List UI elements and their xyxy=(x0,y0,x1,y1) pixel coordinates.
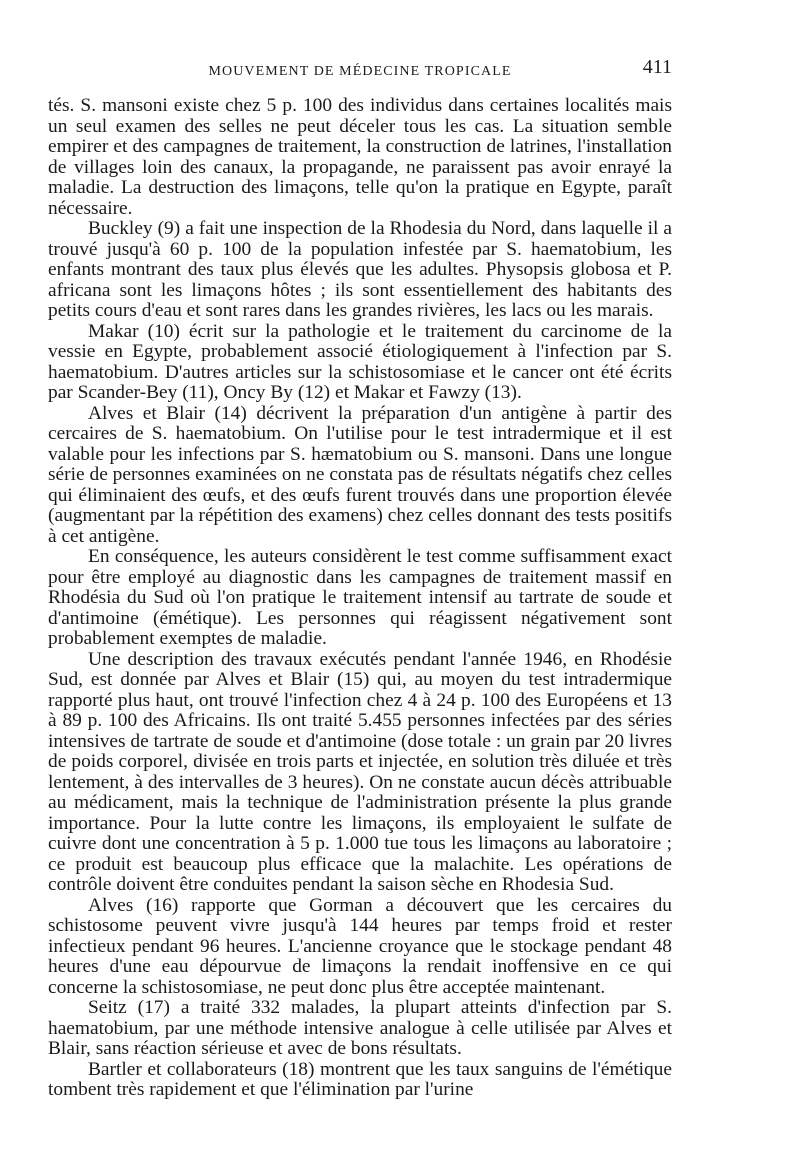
paragraph: En conséquence, les auteurs considèrent le test comme suffisamment exact pour être employé au diagnostic dans les campagnes de traitement massif en Rhodésia du Sud où l'on pratique le traitement intensif au tartrate de soude et d'antimoine (émétique). Les personnes qui réagissent négativement sont probablement exemptes de maladie. xyxy=(48,546,672,649)
paragraph: tés. S. mansoni existe chez 5 p. 100 des individus dans certaines localités mais un seul examen des selles ne peut déceler tous les cas. La situation semble empirer et des campagnes de traitement, la construction de latrines, l'installation de villages loin des canaux, la propagande, ne paraissent pas avoir enrayé la maladie. La destruction des limaçons, telle qu'on la pratique en Egypte, paraît nécessaire. xyxy=(48,95,672,219)
body-text xyxy=(48,96,672,1101)
paragraph: Bartler et collaborateurs (18) montrent que les taux sanguins de l'émétique tombent très rapidement et que l'élimination par l'urine xyxy=(48,1058,672,1100)
paragraph: Seitz (17) a traité 332 malades, la plupart atteints d'infection par S. haematobium, par une méthode intensive analogue à celle utilisée par Alves et Blair, sans réaction sérieuse et avec de bons résultats. xyxy=(48,997,672,1059)
paragraph: Buckley (9) a fait une inspection de la Rhodesia du Nord, dans laquelle il a trouvé jusqu'à 60 p. 100 de la population infestée par S. haematobium, les enfants montrant des taux plus élevés que les adultes. Physopsis globosa et P. africana sont les limaçons hôtes ; ils sont essentiellement des habitants des petits cours d'eau et sont rares dans les grandes rivières, les lacs ou les marais. xyxy=(48,218,672,321)
page-number: 411 xyxy=(642,56,672,78)
paragraph: Alves (16) rapporte que Gorman a découvert que les cercaires du schistosome peuvent vivre jusqu'à 144 heures par temps froid et rester infectieux pendant 96 heures. L'ancienne croyance que le stockage pendant 48 heures d'une eau dépourvue de limaçons la rendait inoffensive en ce qui concerne la schistosomiase, ne peut donc plus être acceptée maintenant. xyxy=(48,894,672,998)
paragraph: Makar (10) écrit sur la pathologie et le traitement du carcinome de la vessie en Egypte, probablement associé étiologiquement à l'infection par S. haematobium. D'autres articles sur la schistosomiase et le cancer ont été écrits par Scander-Bey (11), Oncy By (12) et Makar et Fawzy (13). xyxy=(48,320,672,403)
running-title: MOUVEMENT DE MÉDECINE TROPICALE xyxy=(208,64,512,79)
paragraph: Une description des travaux exécutés pendant l'année 1946, en Rhodésie Sud, est donnée par Alves et Blair (15) qui, au moyen du test intradermique rapporté plus haut, ont trouvé l'infection chez 4 à 24 p. 100 des Européens et 13 à 89 p. 100 des Africains. Ils ont traité 5.455 personnes infectées par des séries intensives de tartrate de soude et d'antimoine (dose totale : un grain par 20 livres de poids corporel, divisée en trois parts et injectée, en solution très diluée et très lentement, à des intervalles de 3 heures). On ne constate aucun décès attribuable au médicament, mais la technique de l'administration présente la plus grande importance. Pour la lutte contre les limaçons, ils employaient le sulfate de cuivre dont une concentration à 5 p. 1.000 tue tous les limaçons au laboratoire ; ce produit est beaucoup plus efficace que la malachite. Les opérations de contrôle doivent être conduites pendant la saison sèche en Rhodesia Sud. xyxy=(48,648,672,895)
paragraph: Alves et Blair (14) décrivent la préparation d'un antigène à partir des cercaires de S. haematobium. On l'utilise pour le test intradermique et il est valable pour les infections par S. hæmatobium ou S. mansoni. Dans une longue série de personnes examinées on ne constata pas de résultats négatifs chez celles qui éliminaient des œufs, et des œufs furent trouvés dans une proportion élevée (augmentant par la répétition des examens) chez celles donnant des tests positifs à cet antigène. xyxy=(48,402,672,547)
